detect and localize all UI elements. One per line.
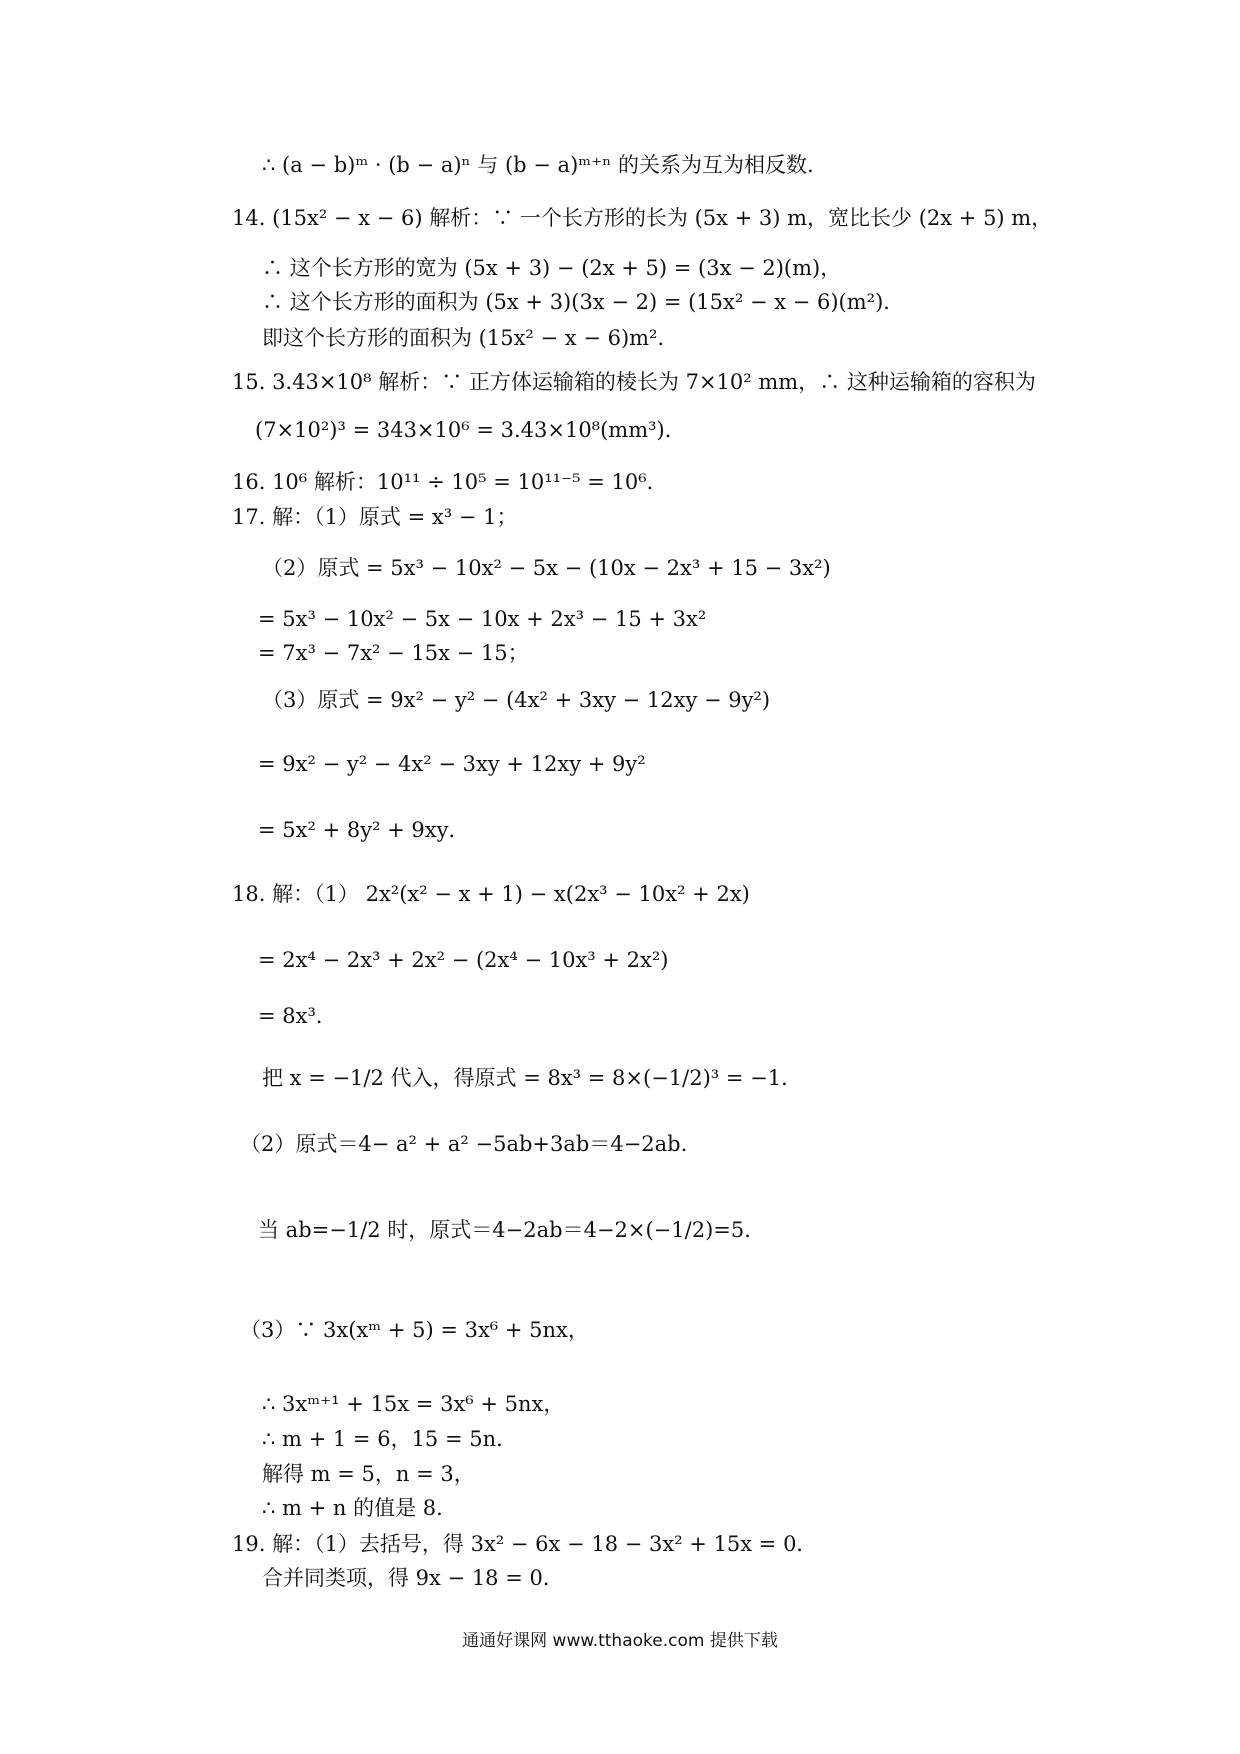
line-17-part2-step1: = 5x³ − 10x² − 5x − 10x + 2x³ − 15 + 3x² bbox=[258, 607, 707, 631]
line-17-part1: 17. 解：（1）原式 = x³ − 1； bbox=[232, 505, 518, 529]
line-14-area: ∴ 这个长方形的面积为 (5x + 3)(3x − 2) = (15x² − x − 6)(m²)． bbox=[262, 290, 905, 314]
line-18-part1: 18. 解：（1） 2x²(x² − x + 1) − x(2x³ − 10x² + 2x) bbox=[232, 882, 750, 906]
line-18-part3: （3）∵ 3x(xᵐ + 5) = 3x⁶ + 5nx， bbox=[240, 1318, 589, 1342]
line-14-result: 即这个长方形的面积为 (15x² − x − 6)m²． bbox=[262, 326, 679, 350]
line-18-part2: （2）原式＝4− a² + a² −5ab+3ab＝4−2ab. bbox=[240, 1132, 688, 1156]
line-17-part3-step1: = 9x² − y² − 4x² − 3xy + 12xy + 9y² bbox=[258, 752, 646, 776]
line-17-part2-step2: = 7x³ − 7x² − 15x − 15； bbox=[258, 641, 529, 665]
line-18-part1-step1: = 2x⁴ − 2x³ + 2x² − (2x⁴ − 10x³ + 2x²) bbox=[258, 948, 669, 972]
line-14-answer: 14. (15x² − x − 6) 解析：∵ 一个长方形的长为 (5x + 3) m，宽比长少 (2x + 5) m， bbox=[232, 206, 1053, 230]
line-14-width: ∴ 这个长方形的宽为 (5x + 3) − (2x + 5) = (3x − 2)(m)， bbox=[262, 256, 842, 280]
line-19-part1: 19. 解：（1）去括号，得 3x² − 6x − 18 − 3x² + 15x = 0． bbox=[232, 1532, 818, 1556]
line-18-part3-step1: ∴ 3xᵐ⁺¹ + 15x = 3x⁶ + 5nx， bbox=[262, 1392, 565, 1416]
line-15-volume: (7×10²)³ = 343×10⁶ = 3.43×10⁸(mm³)． bbox=[255, 418, 686, 442]
line-17-part3: （3）原式 = 9x² − y² − (4x² + 3xy − 12xy − 9y²) bbox=[262, 688, 771, 712]
line-19-part1-step1: 合并同类项，得 9x − 18 = 0． bbox=[262, 1566, 564, 1590]
page-footer: 通通好课网 www.tthaoke.com 提供下载 bbox=[462, 1631, 778, 1651]
line-18-part3-step3: 解得 m = 5，n = 3， bbox=[262, 1462, 475, 1486]
line-18-part3-step2: ∴ m + 1 = 6，15 = 5n． bbox=[262, 1427, 518, 1451]
line-17-part3-step2: = 5x² + 8y² + 9xy． bbox=[258, 818, 470, 842]
line-17-part2: （2）原式 = 5x³ − 10x² − 5x − (10x − 2x³ + 15 − 3x²) bbox=[262, 556, 831, 580]
line-16-answer: 16. 10⁶ 解析：10¹¹ ÷ 10⁵ = 10¹¹⁻⁵ = 10⁶． bbox=[232, 470, 668, 494]
line-18-part1-substitute: 把 x = −1/2 代入，得原式 = 8x³ = 8×(−1/2)³ = −1． bbox=[262, 1066, 803, 1090]
line-15-answer: 15. 3.43×10⁸ 解析：∵ 正方体运输箱的棱长为 7×10² mm，∴ 这种运输箱的容积为 bbox=[232, 370, 1036, 394]
line-18-part3-result: ∴ m + n 的值是 8. bbox=[262, 1496, 443, 1520]
line-18-part2-substitute: 当 ab=−1/2 时，原式＝4−2ab＝4−2×(−1/2)=5. bbox=[258, 1218, 751, 1242]
line-18-part1-step2: = 8x³． bbox=[258, 1004, 337, 1028]
line-13-conclusion: ∴ (a − b)ᵐ · (b − a)ⁿ 与 (b − a)ᵐ⁺ⁿ 的关系为互为相反数. bbox=[262, 153, 814, 177]
